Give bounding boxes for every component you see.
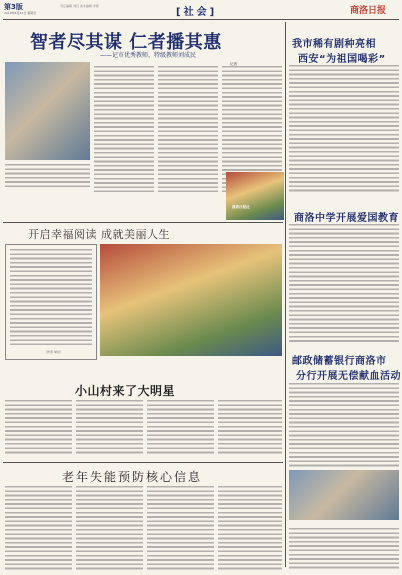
lead-body-col2 [158, 66, 218, 192]
village-body-col3 [147, 400, 214, 456]
lead-subtitle: ——记市优秀教师、特级教师刘成民 [100, 52, 197, 59]
village-body-col1 [5, 400, 72, 456]
elder-body-col2 [76, 486, 143, 570]
poster-image [226, 172, 284, 220]
right-divider [285, 22, 286, 567]
paper-name: 商洛日报 [350, 6, 387, 16]
right2-title: 商洛中学开展爱国教育 [294, 213, 399, 224]
elder-body-col1 [5, 486, 72, 570]
right1-title-line2: 西安“为祖国喝彩” [298, 54, 386, 65]
elder-body-col3 [147, 486, 214, 570]
section-label: 社会 [183, 7, 210, 18]
right1-title-line1: 我市稀有剧种亮相 [292, 39, 376, 50]
right3-title-line2: 分行开展无偿献血活动 [296, 371, 401, 382]
group-photo [100, 244, 282, 356]
poem-box [5, 244, 97, 360]
lead-photo-caption [5, 164, 90, 190]
right1-body [289, 65, 399, 193]
right3-body [289, 383, 399, 467]
poster-banner-text: 商洛日报社 [232, 205, 250, 209]
elder-body-col4 [218, 486, 282, 570]
village-body-col4 [218, 400, 282, 456]
village-title: 小山村来了大明星 [75, 384, 176, 398]
lead-title: 智者尽其谋 仁者播其惠 [30, 32, 222, 53]
reading-title: 开启幸福阅读 成就美丽人生 [28, 228, 170, 241]
date-line: 2019年4月21日 星期日 [4, 11, 37, 15]
lead-photo [5, 62, 90, 160]
right-bottom-notice [289, 528, 399, 570]
reading-rule [3, 222, 283, 223]
right3-photo [289, 470, 399, 520]
right2-body [289, 224, 399, 344]
masthead-rule [3, 19, 399, 20]
right3-title-line1: 邮政储蓄银行商洛市 [292, 356, 387, 367]
section-title: [社会] [176, 7, 218, 18]
village-body-col2 [76, 400, 143, 456]
masthead [0, 0, 402, 22]
page-number: 第3版 [4, 3, 23, 11]
editor-line: 责任编辑 刘丹 美术编辑 李婷 [60, 4, 99, 8]
lead-byline: 记者 [230, 62, 237, 66]
elder-title: 老年失能预防核心信息 [62, 470, 203, 484]
elder-rule [3, 462, 283, 463]
poem-signature: （作者 单位） [44, 350, 63, 354]
lead-body-col1 [94, 66, 154, 192]
